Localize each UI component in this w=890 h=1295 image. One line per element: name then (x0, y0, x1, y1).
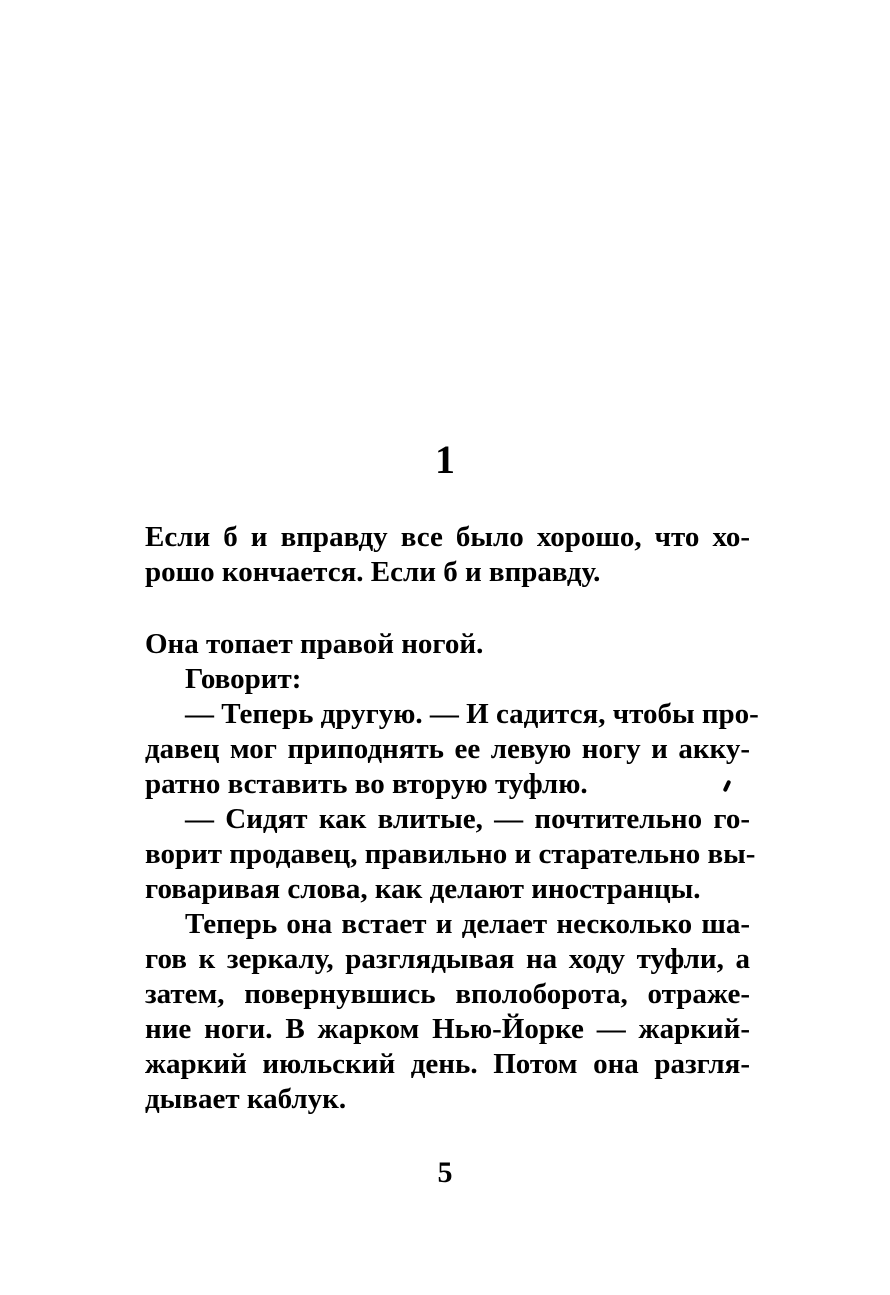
text-line: Говорит: (185, 663, 302, 695)
text-line: — Сидят как влитые, — почтительно го- (185, 803, 750, 835)
text-line: затем, повернувшись вполоборота, отраже- (145, 978, 750, 1010)
text-line: — Теперь другую. — И садится, чтобы про- (185, 698, 759, 730)
text-line: давец мог приподнять ее левую ногу и акку- (145, 733, 750, 765)
text-line: рошо кончается. Если б и вправду. (145, 556, 601, 588)
paragraph-body (145, 627, 759, 1117)
text-line: ворит продавец, правильно и старательно вы- (145, 838, 756, 870)
text-line: жаркий июльский день. Потом она разгля- (145, 1048, 750, 1080)
page-number: 5 (437, 1156, 453, 1189)
text-line: дывает каблук. (145, 1083, 347, 1115)
text-line: говаривая слова, как делают иностранцы. (145, 873, 701, 905)
text-line: Если б и вправду все было хорошо, что хо- (145, 521, 750, 553)
text-line: ратно вставить во вторую туфлю. (145, 768, 588, 800)
text-line: Теперь она встает и делает несколько ша- (185, 908, 750, 940)
text-line: гов к зеркалу, разглядывая на ходу туфли, а (145, 943, 750, 975)
text-line: Она топает правой ногой. (145, 628, 484, 660)
chapter-number: 1 (435, 437, 455, 482)
text-line: ние ноги. В жарком Нью-Йорке — жаркий- (145, 1013, 750, 1045)
paragraph-epigraph (145, 520, 750, 590)
